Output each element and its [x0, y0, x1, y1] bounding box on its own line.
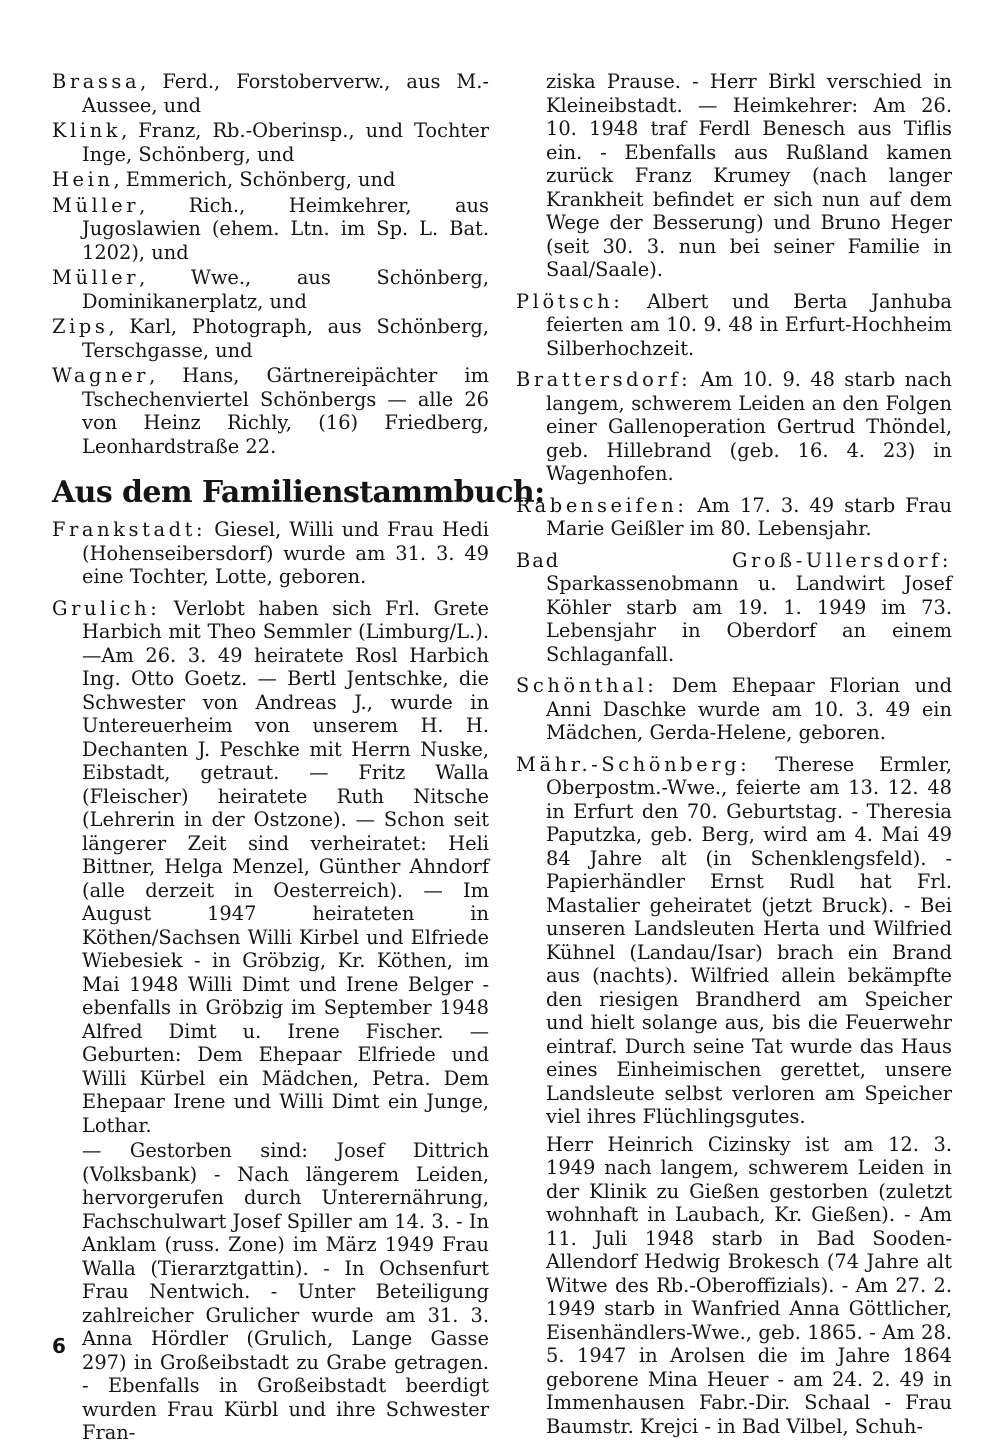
- list-item: [52, 315, 489, 362]
- news-entry-rabenseifen: [516, 494, 952, 541]
- entry-text: , Hans, Gärtnereipächter im Tschechenviertel Schönbergs — alle 26 von Heinz Richly, (16) Friedberg, Leonhardstraße 22.: [82, 364, 489, 458]
- list-item: [52, 266, 489, 313]
- place-name: Groß-Ullersdorf:: [731, 548, 952, 572]
- news-entry-frankstadt: [52, 518, 489, 589]
- place-name: Grulich:: [52, 596, 161, 620]
- continued-paragraph: ziska Prause. - Herr Birkl verschied in Kleineibstadt. — Heimkehrer: Am 26. 10. 1948 traf Ferdl Benesch aus Tiflis ein. - Ebenfalls aus Rußland kamen zurück Franz Krumey (nach langer Krankheit befindet er sich nun auf dem Wege der Besserung) und Bruno Heger (seit 30. 3. nun bei seiner Familie in Saal/Saale).: [546, 70, 952, 281]
- news-entry-cizinsky: Herr Heinrich Cizinsky ist am 12. 3. 1949 nach langem, schwerem Leiden in der Klinik zu Gießen gestorben (zuletzt wohnhaft in Laubach, Kr. Gießen). - Am 11. Juli 1948 starb in Bad Sooden-Allendorf Hedwig Brokesch (74 Jahre alt Witwe des Rb.-Oberoffizials). - Am 27. 2. 1949 starb in Wanfried Anna Göttlicher, Eisenhändlers-Wwe., geb. 1865. - Am 28. 5. 1947 in Arolsen die im Jahre 1864 geborene Mina Heuer - am 24. 2. 49 in Immenhausen Fabr.-Dir. Schaal - Frau Baumstr. Krejci - in Bad Vilbel, Schuh-: [546, 1132, 952, 1438]
- place-name: Brattersdorf:: [516, 368, 692, 391]
- person-name: Wagner: [52, 364, 150, 387]
- place-name: Schönthal:: [516, 674, 658, 697]
- entry-text: Albert und Berta Janhuba feierten am 10. 9. 48 in Erfurt-Hochheim Silberhochzeit.: [546, 289, 952, 360]
- list-item: [52, 194, 489, 265]
- list-item: [52, 168, 489, 192]
- entry-text: , Wwe., aus Schönberg, Dominikanerplatz, und: [82, 266, 489, 313]
- list-item: [52, 70, 489, 117]
- section-heading: Aus dem Familienstammbuch:: [52, 475, 545, 510]
- news-entry-schoenthal: [516, 674, 952, 745]
- person-name: Zips: [52, 315, 109, 338]
- entry-text: , Emmerich, Schönberg, und: [113, 168, 396, 191]
- entry-text: , Ferd., Forstoberverw., aus M.-Aussee, und: [82, 70, 489, 117]
- entry-text: Am 17. 3. 49 starb Frau Marie Geißler im 80. Lebensjahr.: [546, 493, 952, 540]
- entry-text: , Rich., Heimkehrer, aus Jugoslawien (ehem. Ltn. im Sp. L. Bat. 1202), und: [82, 193, 489, 264]
- entry-text: Sparkassenobmann u. Landwirt Josef Köhler starb am 19. 1. 1949 im 73. Lebensjahr in Oberdorf an einem Schlaganfall.: [546, 572, 952, 666]
- entry-text: Dem Ehepaar Florian und Anni Daschke wurde am 10. 3. 49 ein Mädchen, Gerda-Helene, geboren.: [546, 674, 952, 744]
- place-name: Rabenseifen:: [516, 493, 688, 517]
- entry-text: Verlobt haben sich Frl. Grete Harbich mit Theo Semmler (Limburg/L.). —Am 26. 3. 49 heiratete Rosl Harbich Ing. Otto Goetz. — Bertl Jentschke, die Schwester von Andreas J., wurde in Untereuerheim von unserem H. H. Dechanten J. Peschke mit Herrn Nuske, Eibstadt, getraut. — Fritz Walla (Fleischer) heiratete Ruth Nitsche (Lehrerin in der Ostzone). — Schon seit längerer Zeit sind verheiratet: Heli Bittner, Helga Menzel, Günther Ahndorf (alle derzeit in Oesterreich). — Im August 1947 heirateten in Köthen/Sachsen Willi Kirbel und Elfriede Wiebesiek - in Gröbzig, Kr. Köthen, im Mai 1948 Willi Dimt und Irene Belger - ebenfalls in Gröbzig im September 1948 Alfred Dimt u. Irene Fischer. — Geburten: Dem Ehepaar Elfriede und Willi Kürbel ein Mädchen, Petra. Dem Ehepaar Irene und Willi Dimt ein Junge, Lothar.: [82, 596, 489, 1137]
- place-name: Mähr.-Schönberg:: [516, 752, 751, 776]
- news-entry-maehr-schoenberg: [516, 753, 952, 1129]
- place-name-prefix: Bad: [516, 548, 561, 572]
- entry-text: , Karl, Photograph, aus Schönberg, Terschgasse, und: [82, 315, 489, 362]
- news-entry-bad-gross-ullersdorf: [516, 549, 952, 667]
- entry-text: Am 10. 9. 48 starb nach langem, schwerem Leiden an den Folgen einer Gallenoperation Gertrud Thöndel, geb. Hillebrand (geb. 16. 4. 23) in Wagenhofen.: [546, 368, 952, 485]
- person-name: Brassa: [52, 70, 141, 93]
- person-name: Hein: [52, 168, 114, 191]
- news-entry-ploetsch: [516, 290, 952, 361]
- right-column: [516, 70, 952, 1446]
- page-number: 6: [52, 1334, 66, 1358]
- person-name: Müller: [52, 266, 140, 289]
- place-name: Plötsch:: [516, 289, 624, 313]
- entry-text: Therese Ermler, Oberpostm.-Wwe., feierte am 13. 12. 48 in Erfurt den 70. Geburtstag. - Theresia Paputzka, geb. Berg, wird am 4. Mai 49 84 Jahre alt (in Schenklengsfeld). - Papierhändler Ernst Rudl hat Frl. Mastalier geheiratet (jetzt Bruck). - Bei unseren Landsleuten Herta und Wilfried Kühnel (Landau/Isar) brach ein Brand aus (nachts). Wilfried allein bekämpfte den riesigen Brandherd am Speicher und hielt solange aus, bis die Feuerwehr eintraf. Durch seine Tat wurde das Haus eines Einheimischen gerettet, unsere Landsleute selbst verloren am Speicher viel ihres Flüchlingsgutes.: [546, 752, 952, 1128]
- news-entry-grulich: [52, 597, 489, 1138]
- entry-text: Giesel, Willi und Frau Hedi (Hohenseibersdorf) wurde am 31. 3. 49 eine Tochter, Lotte, geboren.: [82, 518, 489, 588]
- news-entry-grulich-deaths: — Gestorben sind: Josef Dittrich (Volksbank) - Nach längerem Leiden, hervorgerufen durch Unterernährung, Fachschulwart Josef Spiller am 14. 3. - In Anklam (russ. Zone) im März 1949 Frau Walla (Tierarztgattin). - In Ochsenfurt Frau Nentwich. - Unter Beteiligung zahlreicher Grulicher wurde am 31. 3. Anna Hördler (Grulich, Lange Gasse 297) in Großeibstadt zu Grabe getragen. - Ebenfalls in Großeibstadt beerdigt wurden Frau Kürbl und ihre Schwester Fran-: [82, 1139, 489, 1444]
- news-entry-brattersdorf: [516, 368, 952, 486]
- list-item: [52, 364, 489, 458]
- person-name: Müller: [52, 193, 140, 217]
- place-name: Frankstadt:: [52, 518, 207, 541]
- entry-text: , Franz, Rb.-Oberinsp., und Tochter Inge, Schönberg, und: [82, 119, 489, 166]
- person-name: Klink: [52, 119, 122, 142]
- list-item: [52, 119, 489, 166]
